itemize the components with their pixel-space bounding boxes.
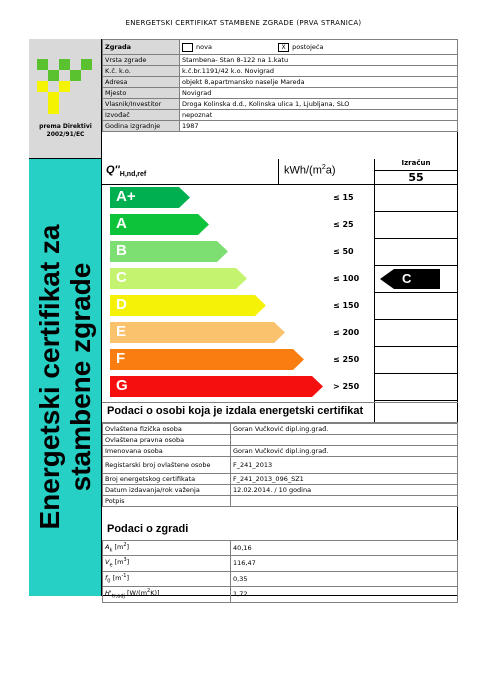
info-value: 1987 (180, 121, 458, 132)
calc-column-divider (374, 159, 375, 423)
building-data-value: 1,72 (231, 587, 458, 602)
calc-value: 55 (408, 171, 424, 184)
building-type-row (103, 40, 458, 55)
energy-class-bar (110, 295, 266, 316)
building-data-label: $A_k$ $[m^2]$ (103, 541, 231, 556)
info-value: objekt 8,apartmansko naselje Mareda (180, 77, 458, 88)
q-subscript: H,nd,ref (119, 171, 147, 179)
issuer-value: 12.02.2014. / 10 godina (231, 485, 458, 496)
issuer-value (231, 435, 458, 446)
building-data-value: 40,16 (231, 541, 458, 556)
unit-end: a) (325, 164, 336, 177)
building-data-row (103, 587, 458, 602)
issuer-label: Ovlaštena pravna osoba (103, 435, 231, 446)
issuer-row (103, 424, 458, 435)
energy-class-bar (110, 322, 285, 343)
issuer-row (103, 457, 458, 474)
energy-class-limit: > 250 (333, 382, 360, 391)
issuer-section-title: Podaci o osobi koja je izdala energetski certifikat (107, 405, 364, 417)
info-label: Vrsta zgrade (103, 55, 180, 66)
unit-sup: 2 (321, 164, 326, 171)
building-data-row (103, 541, 458, 556)
logo-square (59, 59, 70, 70)
energy-class-label: G (116, 377, 128, 394)
info-row (103, 99, 458, 110)
issuer-value: Goran Vučković dipl.ing.građ. (231, 446, 458, 457)
issuer-row (103, 474, 458, 485)
issuer-value: F_241_2013_096_SZ1 (231, 474, 458, 485)
new-option-label: nova (196, 43, 212, 51)
energy-class-limit: ≤ 50 (333, 247, 354, 256)
energy-class-limit: ≤ 200 (333, 328, 360, 337)
side-title-line1: Energetski certifikat za (34, 224, 65, 530)
info-label: Izvođač (103, 110, 180, 121)
document-title: ENERGETSKI CERTIFIKAT STAMBENE ZGRADE (PRVA STRANICA) (125, 19, 362, 27)
info-value: Stambena- Stan 8-122 na 1.katu (180, 55, 458, 66)
issuer-label: Datum izdavanja/rok važenja (103, 485, 231, 496)
building-data-label: $V_e$ $[m^3]$ (103, 556, 231, 571)
calc-cell-line (374, 346, 458, 347)
eu-logo (29, 39, 102, 159)
info-row (103, 121, 458, 132)
current-class-marker (380, 269, 440, 289)
logo-square (37, 59, 48, 70)
existing-option-label: postojeća (292, 43, 324, 51)
info-row (103, 110, 458, 121)
scale-bottom-line (102, 402, 458, 403)
building-info-table (102, 39, 458, 132)
issuer-label: Imenovana osoba (103, 446, 231, 457)
logo-square (48, 70, 59, 81)
energy-class-label: B (116, 242, 127, 259)
energy-class-label: C (116, 269, 127, 286)
info-row (103, 66, 458, 77)
signature-field (231, 496, 458, 507)
issuer-label: Potpis (103, 496, 231, 507)
energy-class-label: A+ (116, 188, 136, 205)
info-label: Adresa (103, 77, 180, 88)
issuer-label: Broj energetskog certifikata (103, 474, 231, 485)
issuer-row (103, 446, 458, 457)
energy-class-limit: ≤ 25 (333, 220, 354, 229)
building-data-table (102, 540, 458, 603)
issuer-label: Registarski broj ovlaštene osobe (103, 457, 231, 474)
info-value: k.č.br.1191/42 k.o. Novigrad (180, 66, 458, 77)
existing-checkbox: X (278, 43, 289, 52)
issuer-value: F_241_2013 (231, 457, 458, 474)
building-status-options (180, 40, 458, 55)
header-divider (278, 159, 279, 185)
energy-class-bar (110, 376, 323, 397)
issuer-row (103, 496, 458, 507)
energy-class-label: A (116, 215, 127, 232)
energy-class-bar (110, 241, 228, 262)
energy-class-label: E (116, 323, 127, 340)
info-row (103, 77, 458, 88)
new-checkbox (182, 43, 193, 52)
issuer-value: Goran Vučković dipl.ing.građ. (231, 424, 458, 435)
energy-class-limit: ≤ 250 (333, 355, 360, 364)
calc-cell-line (374, 265, 458, 266)
issuer-label: Ovlaštena fizička osoba (103, 424, 231, 435)
calc-cell-line (374, 319, 458, 320)
issuer-table (102, 423, 458, 507)
calc-cell-line (374, 211, 458, 212)
unit-main: kWh/(m (284, 164, 322, 177)
info-value: Droga Kolinska d.d., Kolinska ulica 1, Ljubljana, SLO (180, 99, 458, 110)
building-section-title: Podaci o zgradi (107, 523, 189, 535)
calc-cell-line (374, 292, 458, 293)
calc-cell-line (374, 400, 458, 401)
energy-class-limit: ≤ 15 (333, 193, 354, 202)
logo-square (37, 81, 48, 92)
building-data-label: $f_0$ $[m^{-1}]$ (103, 571, 231, 586)
calc-cell-line (374, 373, 458, 374)
calc-cell-line (374, 238, 458, 239)
energy-unit (284, 164, 336, 177)
info-label: K.č. k.o. (103, 66, 180, 77)
energy-class-bar (110, 268, 247, 289)
info-label: Godina izgradnje (103, 121, 180, 132)
energy-class-bar (110, 187, 190, 208)
side-title-panel (29, 159, 102, 596)
logo-caption-line2: 2002/91/EC (46, 131, 85, 138)
building-data-row (103, 571, 458, 586)
logo-square (70, 70, 81, 81)
current-class-label: C (402, 271, 412, 286)
calc-label: Izračun (401, 159, 431, 167)
logo-square (48, 103, 59, 114)
building-data-value: 0,35 (231, 571, 458, 586)
energy-need-symbol (106, 164, 146, 178)
building-data-row (103, 556, 458, 571)
energy-class-bar (110, 214, 209, 235)
info-label: Mjesto (103, 88, 180, 99)
issuer-row (103, 435, 458, 446)
logo-square (48, 92, 59, 103)
side-title-line2: stambene zgrade (65, 262, 96, 492)
logo-caption (29, 123, 102, 139)
issuer-row (103, 485, 458, 496)
logo-caption-line1: prema Direktivi (39, 123, 92, 130)
q-symbol: Q'' (106, 164, 120, 176)
building-label: Zgrada (103, 40, 180, 55)
info-row (103, 55, 458, 66)
info-value: Novigrad (180, 88, 458, 99)
energy-class-bar (110, 349, 304, 370)
building-data-label: $H'_{tr,adj}$ $[W/(m^2K)]$ (103, 587, 231, 602)
energy-class-label: D (116, 296, 127, 313)
logo-square (59, 81, 70, 92)
info-row (103, 88, 458, 99)
info-value: nepoznat (180, 110, 458, 121)
energy-class-limit: ≤ 100 (333, 274, 360, 283)
info-label: Vlasnik/Investitor (103, 99, 180, 110)
side-title (34, 224, 96, 529)
building-data-value: 116,47 (231, 556, 458, 571)
logo-square (81, 59, 92, 70)
energy-class-limit: ≤ 150 (333, 301, 360, 310)
energy-class-label: F (116, 350, 126, 367)
